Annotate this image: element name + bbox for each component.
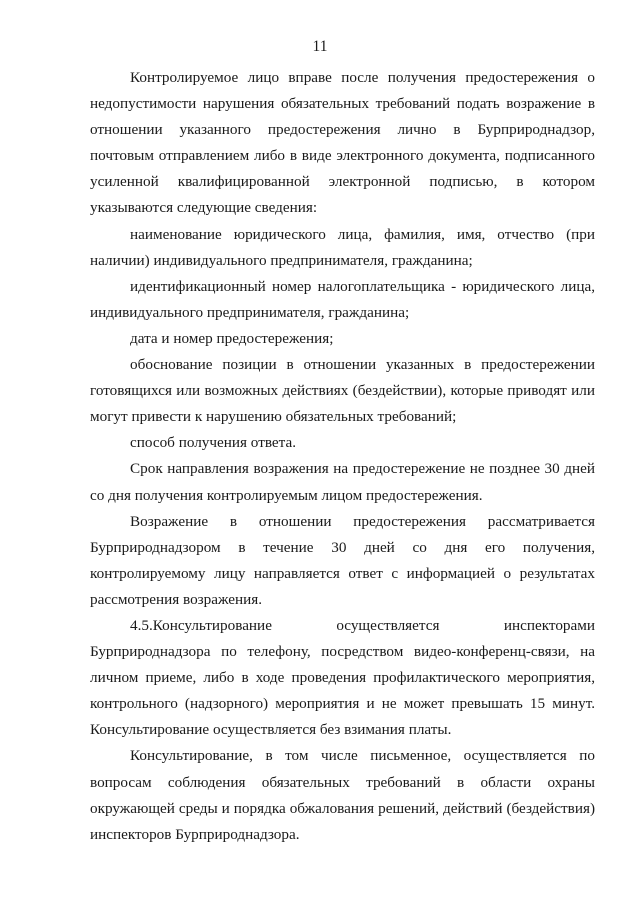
paragraph-item-date-number: дата и номер предостережения; [130, 329, 334, 347]
paragraph-consulting-topics: Консультирование, в том числе письменное, осуществляется по вопросам соблюдения обязательных требований в области охраны окружающей среды и порядка обжалования решений, действий (бездействия) инспекторов Бурприроднадзора. [90, 747, 595, 843]
paragraph-objection-review: Возражение в отношении предостережения рассматривается Бурприроднадзором в течение 30 дней со дня его получения, контролируемому лицу направляется ответ с информацией о результатах рассмотрения возражения. [90, 512, 595, 608]
paragraph-item-justification: обоснование позиции в отношении указанных в предостережении готовящихся или возможных действиях (бездействии), которые приводят или могут привести к нарушению обязательных требований; [90, 356, 595, 426]
paragraph-item-name: наименование юридического лица, фамилия, имя, отчество (при наличии) индивидуального предпринимателя, гражданина; [90, 225, 595, 269]
document-body [90, 65, 595, 848]
paragraph-objection-deadline: Срок направления возражения на предостережение не позднее 30 дней со дня получения контролируемым лицом предостережения. [90, 460, 595, 504]
page-number: 11 [312, 38, 328, 55]
paragraph-consulting-4-5: 4.5.Консультирование осуществляется инспекторами Бурприроднадзора по телефону, посредством видео-конференц-связи, на личном приеме, либо в ходе проведения профилактического мероприятия, контрольного (надзорного) мероприятия и не может превышать 15 минут. Консультирование осуществляется без взимания платы. [90, 616, 595, 739]
paragraph-objection-right: Контролируемое лицо вправе после получения предостережения о недопустимости нарушения обязательных требований подать возражение в отношении указанного предостережения лично в Бурприроднадзор, почтовым отправлением либо в виде электронного документа, подписанного усиленной квалифицированной электронной подписью, в котором указываются следующие сведения: [90, 69, 595, 217]
paragraph-item-inn: идентификационный номер налогоплательщика - юридического лица, индивидуального предпринимателя, гражданина; [90, 277, 595, 321]
paragraph-item-response-method: способ получения ответа. [130, 434, 297, 452]
